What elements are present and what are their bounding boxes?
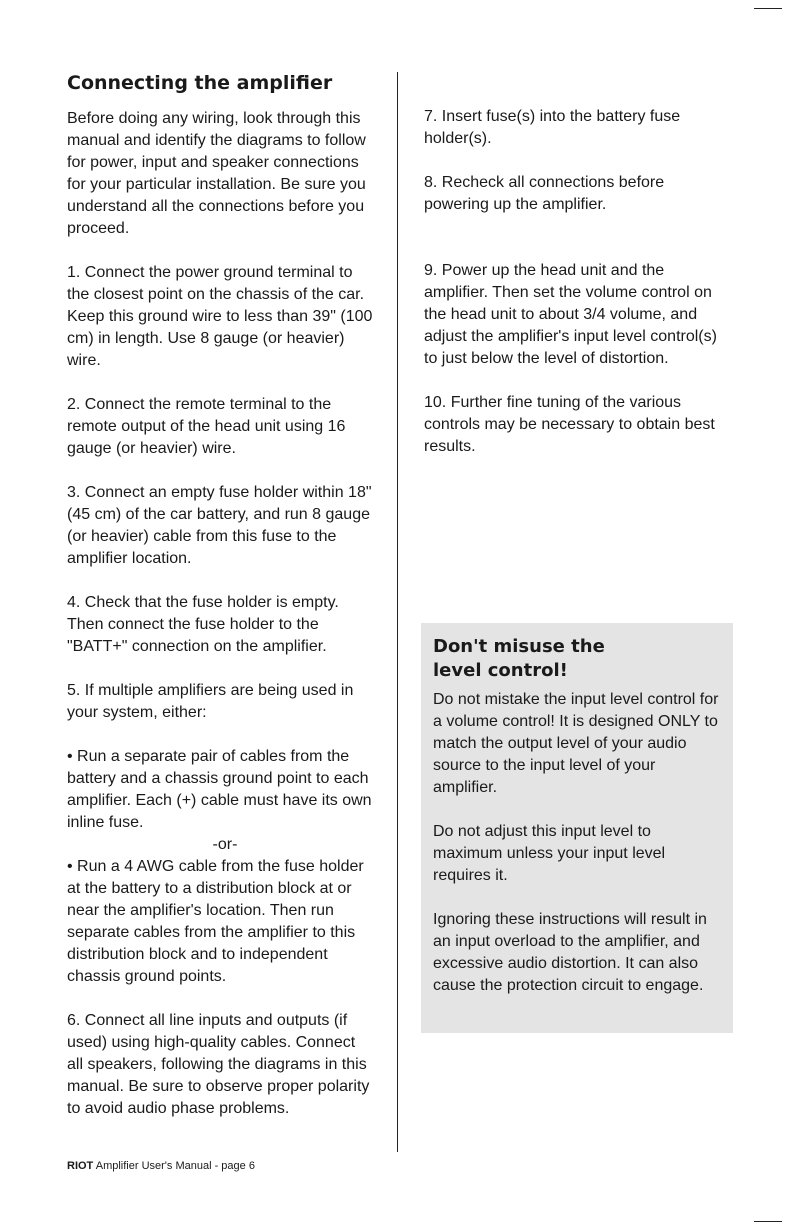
callout-paragraph-1: Do not mistake the input level control for a volume control! It is designed ONLY to match the output level of your audio source to the input level of your amplifier. <box>433 691 719 796</box>
step-5: 5. If multiple amplifiers are being used in your system, either: <box>67 682 354 721</box>
step-4: 4. Check that the fuse holder is empty. Then connect the fuse holder to the "BATT+" connection on the amplifier. <box>67 594 339 655</box>
crop-mark-top <box>754 8 782 9</box>
callout-title-line-2: level control! <box>433 660 568 681</box>
step-8: 8. Recheck all connections before powering up the amplifier. <box>424 174 665 213</box>
step-6: 6. Connect all line inputs and outputs (if used) using high-quality cables. Connect all speakers, following the diagrams in this manual. Be sure to observe proper polarity to avoid audio phase problems. <box>67 1012 370 1117</box>
step-10: 10. Further fine tuning of the various controls may be necessary to obtain best results. <box>424 394 715 455</box>
crop-mark-bottom <box>754 1221 782 1222</box>
or-separator: -or- <box>212 836 238 853</box>
footer-brand: RIOT <box>67 1160 94 1172</box>
step-9: 9. Power up the head unit and the amplifier. Then set the volume control on the head unit to about 3/4 volume, and adjust the amplifier's input level control(s) to just below the level of distortion. <box>424 262 717 367</box>
bullet-separate-cables: • Run a separate pair of cables from the battery and a chassis ground point to each amplifier. Each (+) cable must have its own inline fuse. <box>67 748 372 831</box>
column-divider <box>397 72 398 1152</box>
warning-callout-box <box>421 623 733 1033</box>
callout-title-line-1: Don't misuse the <box>433 636 605 657</box>
page-footer <box>67 1160 255 1172</box>
callout-paragraph-3: Ignoring these instructions will result in an input overload to the amplifier, and excessive audio distortion. It can also cause the protection circuit to engage. <box>433 911 707 994</box>
callout-paragraph-2: Do not adjust this input level to maximum unless your input level requires it. <box>433 823 666 884</box>
page-title: Connecting the amplifier <box>67 72 333 94</box>
left-column <box>67 70 373 1142</box>
step-7: 7. Insert fuse(s) into the battery fuse holder(s). <box>424 108 681 147</box>
step-2: 2. Connect the remote terminal to the remote output of the head unit using 16 gauge (or heavier) wire. <box>67 396 346 457</box>
right-column <box>424 106 730 480</box>
footer-text: Amplifier User's Manual - page 6 <box>93 1160 255 1172</box>
step-3: 3. Connect an empty fuse holder within 18" (45 cm) of the car battery, and run 8 gauge (or heavier) cable from this fuse to the amplifier location. <box>67 484 372 567</box>
callout-title <box>433 635 721 683</box>
step-1: 1. Connect the power ground terminal to the closest point on the chassis of the car. Keep this ground wire to less than 39" (100 cm) in length. Use 8 gauge (or heavier) wire. <box>67 264 373 369</box>
bullet-distribution-block: • Run a 4 AWG cable from the fuse holder at the battery to a distribution block at or near the amplifier's location. Then run separate cables from the amplifier to this distribution block and to independent chassis ground points. <box>67 858 364 985</box>
intro-paragraph: Before doing any wiring, look through this manual and identify the diagrams to follow for power, input and speaker connections for your particular installation. Be sure you understand all the connections before you proceed. <box>67 110 366 237</box>
